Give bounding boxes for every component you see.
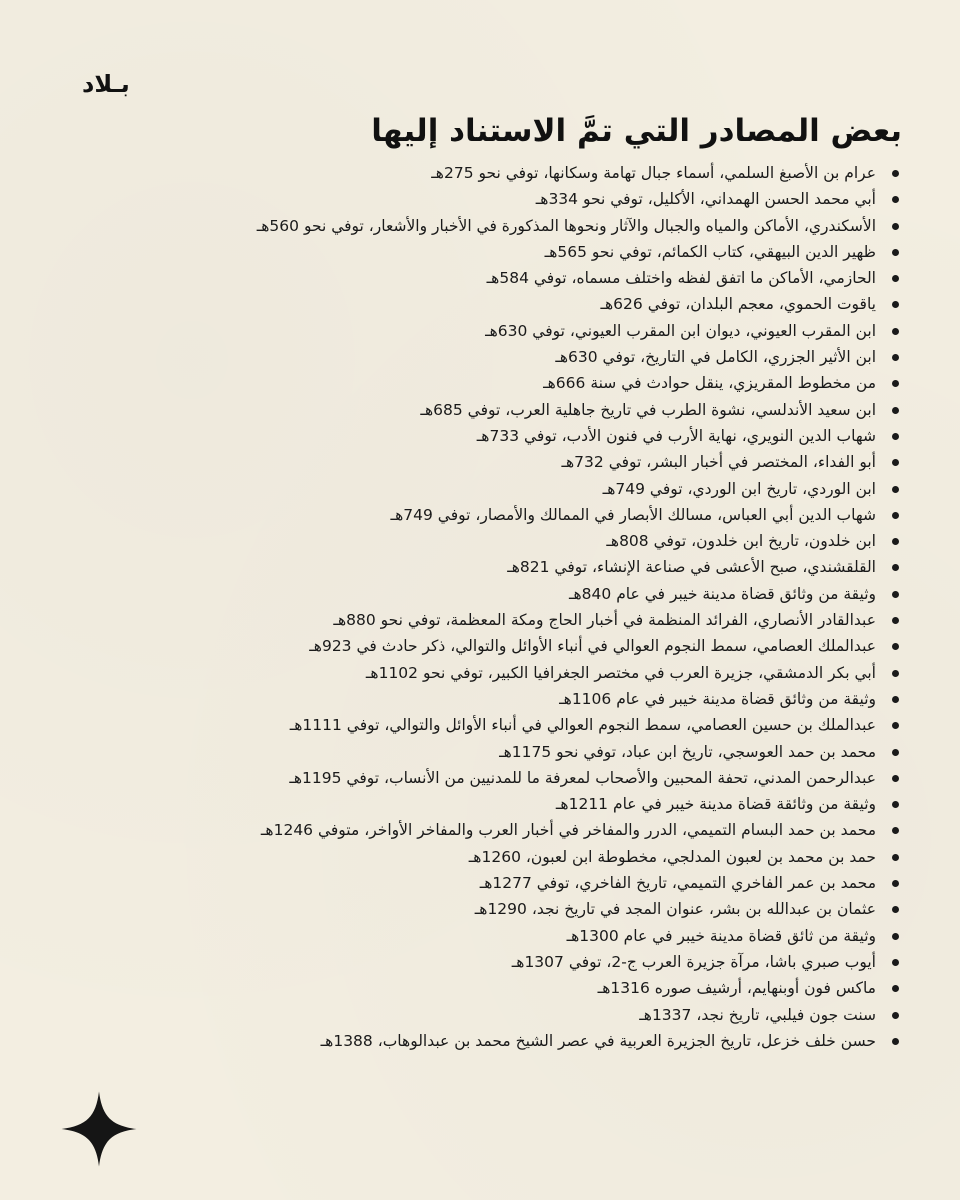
bullet-icon <box>892 249 899 256</box>
page-title: بعض المصادر التي تمَّ الاستناد إليها <box>371 113 902 149</box>
source-text: الأسكندري، الأماكن والمياه والجبال والآثار ونحوها المذكورة في الأخبار والأشعار، توفي نحو 560هـ <box>256 216 876 235</box>
list-item <box>122 449 902 475</box>
source-text: ابن خلدون، تاريخ ابن خلدون، توفي 808هـ <box>606 532 876 551</box>
source-text: ابن المقرب العيوني، ديوان ابن المقرب العيوني، توفي 630هـ <box>485 321 876 340</box>
list-item <box>122 817 902 843</box>
source-text: ابن سعيد الأندلسي، نشوة الطرب في تاريخ جاهلية العرب، توفي 685هـ <box>420 400 876 419</box>
list-item <box>122 423 902 449</box>
source-text: أيوب صبري باشا، مرآة جزيرة العرب ج-2، توفي 1307هـ <box>511 952 876 971</box>
list-item <box>122 870 902 896</box>
list-item <box>122 975 902 1001</box>
source-text: محمد بن حمد البسام التميمي، الدرر والمفاخر في أخبار العرب والمفاخر الأواخر، متوفي 1246هـ <box>260 821 876 840</box>
bullet-icon <box>892 354 899 361</box>
list-item <box>122 476 902 502</box>
list-item <box>122 949 902 975</box>
list-item <box>122 923 902 949</box>
four-point-star-icon <box>60 1090 138 1168</box>
bullet-icon <box>892 591 899 598</box>
bullet-icon <box>892 170 899 177</box>
source-text: القلقشندي، صبح الأعشى في صناعة الإنشاء، توفي 821هـ <box>507 558 876 577</box>
bullet-icon <box>892 801 899 808</box>
list-item <box>122 660 902 686</box>
bullet-icon <box>892 933 899 940</box>
bullet-icon <box>892 486 899 493</box>
source-text: وثيقة من وثائق قضاة مدينة خيبر في عام 840هـ <box>568 584 876 603</box>
source-text: من مخطوط المقريزي، ينقل حوادث في سنة 666هـ <box>543 374 876 393</box>
source-text: شهاب الدين النويري، نهاية الأرب في فنون الأدب، توفي 733هـ <box>476 426 876 445</box>
list-item <box>122 318 902 344</box>
source-text: الحازمي، الأماكن ما اتفق لفظه واختلف مسماه، توفي 584هـ <box>486 269 876 288</box>
list-item <box>122 1028 902 1054</box>
source-text: ابن الأثير الجزري، الكامل في التاريخ، توفي 630هـ <box>555 348 876 367</box>
list-item <box>122 896 902 922</box>
list-item <box>122 712 902 738</box>
bullet-icon <box>892 223 899 230</box>
list-item <box>122 607 902 633</box>
list-item <box>122 239 902 265</box>
bullet-icon <box>892 196 899 203</box>
bullet-icon <box>892 722 899 729</box>
bullet-icon <box>892 985 899 992</box>
bullet-icon <box>892 538 899 545</box>
source-text: وثيقة من ثائق قضاة مدينة خيبر في عام 1300هـ <box>566 926 876 945</box>
source-text: وثيقة من وثائقة قضاة مدينة خيبر في عام 1211هـ <box>555 795 876 814</box>
bullet-icon <box>892 564 899 571</box>
list-item <box>122 160 902 186</box>
list-item <box>122 397 902 423</box>
brand-logo: بـلاد <box>82 70 130 98</box>
list-item <box>122 344 902 370</box>
list-item <box>122 554 902 580</box>
list-item <box>122 633 902 659</box>
bullet-icon <box>892 1038 899 1045</box>
source-text: عبدالملك العصامي، سمط النجوم العوالي في أنباء الأوائل والتوالي، ذكر حادث في 923هـ <box>309 637 876 656</box>
list-item <box>122 265 902 291</box>
source-text: عثمان بن عبدالله بن بشر، عنوان المجد في تاريخ نجد، 1290هـ <box>474 900 876 919</box>
bullet-icon <box>892 617 899 624</box>
source-text: وثيقة من وثائق قضاة مدينة خيبر في عام 1106هـ <box>559 689 876 708</box>
bullet-icon <box>892 380 899 387</box>
bullet-icon <box>892 1012 899 1019</box>
bullet-icon <box>892 407 899 414</box>
bullet-icon <box>892 854 899 861</box>
bullet-icon <box>892 827 899 834</box>
source-text: شهاب الدين أبي العباس، مسالك الأبصار في الممالك والأمصار، توفي 749هـ <box>390 505 876 524</box>
bullet-icon <box>892 433 899 440</box>
list-item <box>122 502 902 528</box>
bullet-icon <box>892 275 899 282</box>
sources-section <box>122 108 902 1054</box>
source-text: ظهير الدين البيهقي، كتاب الكمائم، توفي نحو 565هـ <box>544 242 876 261</box>
bullet-icon <box>892 880 899 887</box>
source-text: محمد بن حمد العوسجي، تاريخ ابن عباد، توفي نحو 1175هـ <box>499 742 876 761</box>
bullet-icon <box>892 696 899 703</box>
list-item <box>122 291 902 317</box>
list-item <box>122 186 902 212</box>
source-text: سنت جون فيلبي، تاريخ نجد، 1337هـ <box>639 1005 876 1024</box>
source-text: محمد بن عمر الفاخري التميمي، تاريخ الفاخري، توفي 1277هـ <box>479 874 876 893</box>
source-text: عرام بن الأصبغ السلمي، أسماء جبال تهامة وسكانها، توفي نحو 275هـ <box>431 164 876 182</box>
list-item <box>122 844 902 870</box>
source-text: أبو الفداء، المختصر في أخبار البشر، توفي 732هـ <box>561 453 876 472</box>
source-text: ماكس فون أوبنهايم، أرشيف صوره 1316هـ <box>597 979 876 998</box>
list-item <box>122 791 902 817</box>
bullet-icon <box>892 906 899 913</box>
list-item <box>122 765 902 791</box>
list-item <box>122 739 902 765</box>
bullet-icon <box>892 749 899 756</box>
list-item <box>122 1002 902 1028</box>
source-text: حسن خلف خزعل، تاريخ الجزيرة العربية في عصر الشيخ محمد بن عبدالوهاب، 1388هـ <box>320 1031 876 1050</box>
bullet-icon <box>892 670 899 677</box>
source-text: حمد بن محمد بن لعبون المدلجي، مخطوطة ابن لعبون، 1260هـ <box>468 847 876 866</box>
bullet-icon <box>892 459 899 466</box>
list-item <box>122 581 902 607</box>
list-item <box>122 686 902 712</box>
sources-list <box>122 160 902 1054</box>
bullet-icon <box>892 775 899 782</box>
source-text: عبدالرحمن المدني، تحفة المحبين والأصحاب لمعرفة ما للمدنيين من الأنساب، توفي 1195هـ <box>289 768 876 787</box>
source-text: ابن الوردي، تاريخ ابن الوردي، توفي 749هـ <box>602 479 876 498</box>
list-item <box>122 528 902 554</box>
list-item <box>122 370 902 396</box>
source-text: عبدالقادر الأنصاري، الفرائد المنظمة في أخبار الحاج ومكة المعظمة، توفي نحو 880هـ <box>333 611 876 630</box>
bullet-icon <box>892 301 899 308</box>
source-text: أبي بكر الدمشقي، جزيرة العرب في مختصر الجغرافيا الكبير، توفي نحو 1102هـ <box>365 663 876 682</box>
source-text: ياقوت الحموي، معجم البلدان، توفي 626هـ <box>600 295 876 314</box>
source-text: أبي محمد الحسن الهمداني، الأكليل، توفي نحو 334هـ <box>535 190 876 209</box>
bullet-icon <box>892 643 899 650</box>
source-text: عبدالملك بن حسين العصامي، سمط النجوم العوالي في أنباء الأوائل والتوالي، توفي 1111هـ <box>289 716 876 735</box>
bullet-icon <box>892 328 899 335</box>
list-item <box>122 213 902 239</box>
bullet-icon <box>892 959 899 966</box>
bullet-icon <box>892 512 899 519</box>
